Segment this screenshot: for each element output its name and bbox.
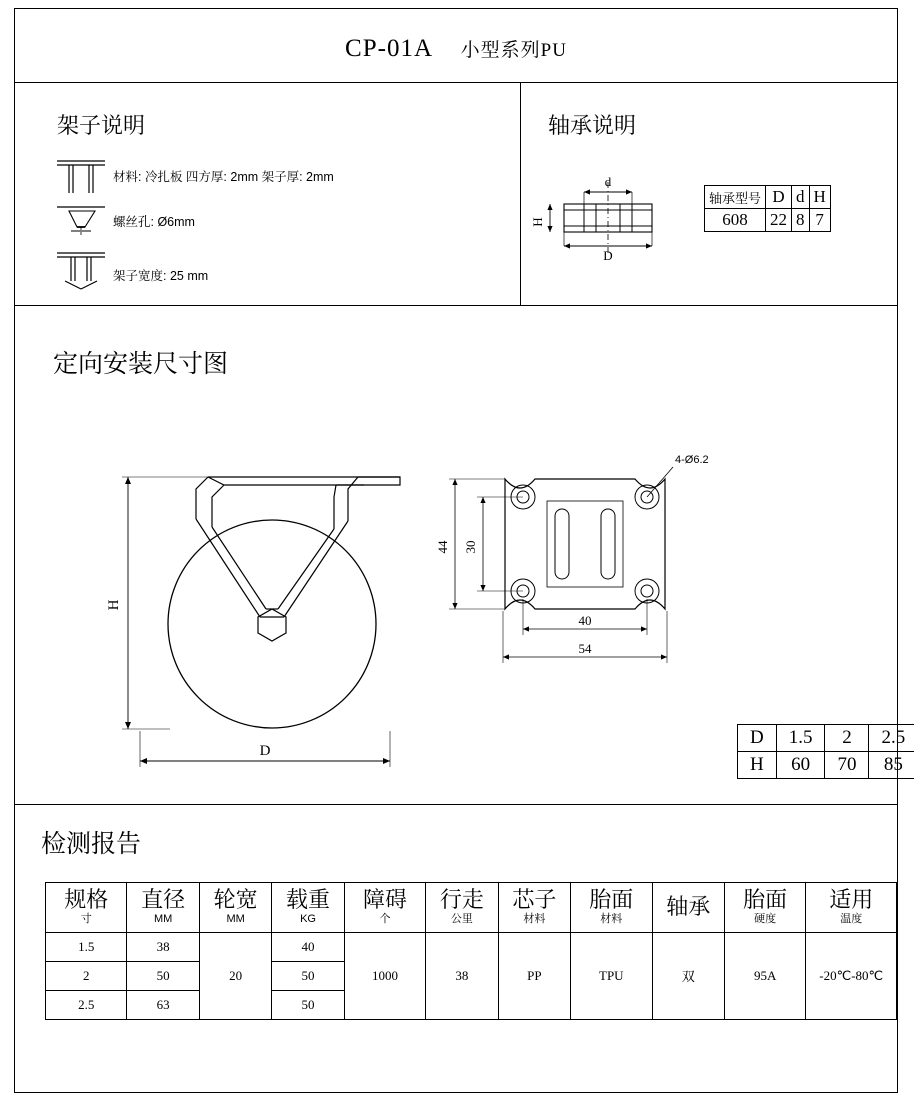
divider-2 (15, 305, 897, 306)
col-load: 载重 KG (272, 883, 344, 933)
dh-H-1: 60 (776, 752, 825, 779)
spec-3: 2.5 (46, 990, 127, 1019)
frame-note-material: 材料: 冷扎板 四方厚: 2mm 架子厚: 2mm (113, 170, 334, 184)
bearing-val-H: 7 (809, 209, 830, 232)
col-bearing: 轴承 (652, 883, 724, 933)
bearing-value: 双 (652, 932, 724, 1019)
divider-vertical (520, 82, 521, 305)
col-diameter: 直径 MM (127, 883, 199, 933)
bearing-table (704, 185, 831, 232)
page-title (15, 35, 897, 63)
bearing-th-model: 轴承型号 (705, 186, 766, 209)
tread-hardness-value: 95A (724, 932, 805, 1019)
frame-note-width: 架子宽度: 25 mm (113, 269, 209, 283)
temperature-value: -20℃-80℃ (806, 932, 897, 1019)
dh-label-H: H (738, 752, 777, 779)
core-value: PP (498, 932, 570, 1019)
caster-top-view (435, 449, 715, 699)
dh-label-D: D (738, 725, 777, 752)
dh-table (737, 724, 914, 779)
svg-text:4-Ø6.2: 4-Ø6.2 (675, 454, 709, 466)
load-2: 50 (272, 961, 344, 990)
svg-text:D: D (259, 743, 271, 759)
dh-D-1: 1.5 (776, 725, 825, 752)
frame-sketch-top (55, 157, 107, 197)
table-row (705, 186, 831, 209)
col-core: 芯子 材料 (498, 883, 570, 933)
divider-1 (15, 82, 897, 83)
section-title-frame: 架子说明 (57, 113, 146, 138)
bearing-diagram (528, 164, 688, 274)
bearing-th-d: d (792, 186, 810, 209)
table-row (46, 932, 897, 961)
col-spec: 规格 寸 (46, 883, 127, 933)
frame-sketch-mid (55, 201, 107, 241)
svg-text:H: H (530, 217, 545, 227)
col-tread-hardness: 胎面 硬度 (724, 883, 805, 933)
spec-2: 2 (46, 961, 127, 990)
table-row (738, 725, 914, 752)
travel-value: 38 (426, 932, 498, 1019)
dh-H-2: 70 (825, 752, 869, 779)
svg-text:d: d (604, 174, 612, 189)
caster-side-view (100, 449, 420, 789)
section-title-mounting: 定向安装尺寸图 (53, 351, 229, 378)
frame-note-screwhole: 螺丝孔: Ø6mm (113, 215, 195, 229)
svg-text:54: 54 (578, 641, 592, 656)
drawing-sheet (14, 8, 906, 1093)
diameter-1: 38 (127, 932, 199, 961)
section-title-report: 检测报告 (41, 831, 142, 858)
svg-text:D: D (603, 248, 613, 263)
svg-text:30: 30 (463, 540, 478, 554)
col-obstacle: 障碍 个 (344, 883, 425, 933)
table-header-row (46, 883, 897, 933)
divider-3 (15, 804, 897, 805)
table-row (705, 209, 831, 232)
width-value: 20 (199, 932, 271, 1019)
col-temperature: 适用 温度 (806, 883, 897, 933)
table-row (738, 752, 914, 779)
report-table (45, 882, 897, 1020)
diameter-3: 63 (127, 990, 199, 1019)
tread-material-value: TPU (571, 932, 652, 1019)
bearing-th-H: H (809, 186, 830, 209)
title-series: 小型系列PU (460, 40, 567, 61)
spec-1: 1.5 (46, 932, 127, 961)
load-1: 40 (272, 932, 344, 961)
dh-H-3: 85 (869, 752, 914, 779)
col-travel: 行走 公里 (426, 883, 498, 933)
obstacle-value: 1000 (344, 932, 425, 1019)
section-title-bearing: 轴承说明 (548, 113, 637, 138)
svg-text:H: H (106, 599, 122, 611)
dh-D-3: 2.5 (869, 725, 914, 752)
bearing-val-D: 22 (766, 209, 792, 232)
col-width: 轮宽 MM (199, 883, 271, 933)
bearing-val-model: 608 (705, 209, 766, 232)
col-tread-material: 胎面 材料 (571, 883, 652, 933)
bearing-th-D: D (766, 186, 792, 209)
title-code: CP-01A (345, 35, 432, 62)
bearing-val-d: 8 (792, 209, 810, 232)
diameter-2: 50 (127, 961, 199, 990)
svg-text:44: 44 (435, 540, 450, 554)
dh-D-2: 2 (825, 725, 869, 752)
svg-text:40: 40 (578, 613, 592, 628)
load-3: 50 (272, 990, 344, 1019)
frame-sketch-bottom (55, 247, 107, 293)
